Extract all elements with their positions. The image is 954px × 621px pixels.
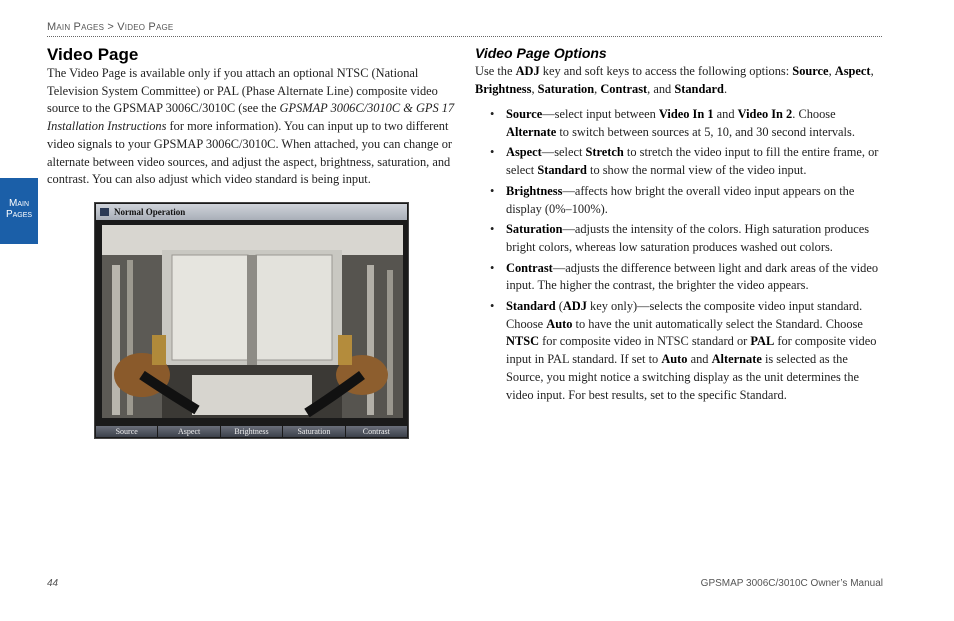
video-page-screenshot: [94, 202, 409, 439]
adj-key: ADJ: [515, 64, 540, 78]
list-item: [475, 221, 885, 256]
item-text: is selected as the Source, you might notice a switching display as the unit determines the video input. For best results, set to the specific Standard.: [506, 352, 860, 402]
opt-standard: Standard: [674, 81, 724, 96]
item-text: —select: [541, 145, 586, 160]
item-text: for composite video in NTSC standard or: [539, 334, 751, 349]
softkey-source: Source: [96, 426, 157, 437]
page-title: Video Page: [47, 45, 139, 64]
side-tab-line2: Pages: [5, 209, 33, 220]
opt-brightness: Brightness: [475, 81, 532, 96]
sep: ,: [870, 64, 874, 78]
list-item: [475, 298, 885, 404]
item-term: Aspect: [506, 145, 542, 160]
sep: .: [723, 81, 728, 96]
sep: ,: [828, 64, 835, 78]
screen-title-bar: Normal Operation: [96, 204, 407, 220]
item-term: Source: [506, 107, 543, 121]
side-tab-main-pages: [0, 178, 38, 244]
item-bold: Stretch: [585, 145, 624, 160]
section-heading: Video Page Options: [475, 45, 607, 61]
opt-source: Source: [792, 64, 829, 78]
options-list: [475, 106, 885, 407]
item-bold: NTSC: [506, 334, 540, 349]
opt-saturation: Saturation: [537, 81, 595, 96]
item-bold: Video In 1: [658, 107, 714, 121]
header-rule: [47, 36, 882, 37]
item-bold: Alternate: [711, 352, 762, 367]
list-item: [475, 260, 885, 295]
item-text: to have the unit automatically select the Standard. Choose: [572, 316, 863, 331]
item-text: key only)—selects the composite video input standard. Choose: [506, 299, 863, 331]
intro-t2: key and soft keys to access the following options:: [539, 64, 793, 78]
sep: , and: [647, 81, 675, 96]
item-text: . Choose: [792, 107, 836, 121]
item-bold: Auto: [661, 352, 688, 367]
item-bold: Alternate: [506, 124, 557, 139]
item-bold: Auto: [546, 316, 573, 331]
intro-text-2: for more information). You can input up to two different video signals to your GPSMAP 3006C/3010C. When attached, you can change or alternate between video sources, and adjust the aspect, brightness, saturation, and contrast. You can also adjust which video standard is being input.: [47, 119, 453, 187]
list-item: [475, 144, 885, 179]
engine-room-video-image: [102, 225, 403, 418]
item-term: Brightness: [506, 183, 563, 198]
softkey-brightness: Brightness: [221, 426, 282, 437]
sep: ,: [531, 81, 538, 96]
item-text: for composite video input in PAL standard. If set to: [506, 334, 877, 367]
item-term: Standard: [506, 299, 556, 314]
softkey-saturation: Saturation: [283, 426, 344, 437]
list-item: [475, 106, 885, 141]
softkey-bar: [96, 426, 407, 437]
item-bold: PAL: [750, 334, 775, 349]
item-text: to show the normal view of the video input.: [586, 163, 807, 178]
softkey-aspect: Aspect: [158, 426, 219, 437]
item-text: —adjusts the difference between light and dark areas of the video input. The higher the contrast, the brighter the video appears.: [506, 260, 879, 293]
item-text: to switch between sources at 5, 10, and 30 second intervals.: [556, 124, 855, 139]
list-item: [475, 183, 885, 218]
softkey-contrast: Contrast: [346, 426, 407, 437]
sep: ,: [594, 81, 601, 96]
item-text: —select input between: [542, 107, 659, 121]
item-text: —adjusts the intensity of the colors. High saturation produces bright colors, whereas low saturation produces washed out colors.: [506, 222, 870, 254]
manual-title: GPSMAP 3006C/3010C Owner’s Manual: [700, 578, 883, 589]
item-term: Saturation: [506, 222, 563, 237]
intro-text-1: The Video Page is available only if you attach an optional NTSC (National Television System Committee) or PAL (Phase Alternate Line) composite video source to the GPSMAP 3006C/3010C (see the: [47, 66, 438, 116]
item-text: —affects how bright the overall video input appears on the display (0%–100%).: [506, 183, 855, 216]
side-tab-line1: Main: [9, 198, 29, 209]
item-text: (: [555, 299, 563, 314]
item-text: and: [687, 352, 712, 367]
item-bold: Video In 2: [737, 107, 793, 121]
item-term: Contrast: [506, 260, 553, 275]
opt-aspect: Aspect: [834, 64, 871, 78]
intro-t1: Use the: [475, 64, 516, 78]
intro-paragraph: [47, 65, 467, 189]
opt-contrast: Contrast: [600, 81, 648, 96]
item-bold: Standard: [537, 163, 587, 178]
item-text: and: [713, 107, 738, 121]
intro-reference: GPSMAP 3006C/3010C & GPS 17 Installation Instructions: [47, 101, 455, 134]
item-text: to stretch the video input to fill the entire frame, or select: [506, 145, 879, 178]
breadcrumb: Main Pages > Video Page: [47, 21, 174, 33]
page-number: 44: [47, 578, 59, 589]
options-intro: [475, 63, 885, 98]
item-bold: ADJ: [562, 299, 587, 314]
